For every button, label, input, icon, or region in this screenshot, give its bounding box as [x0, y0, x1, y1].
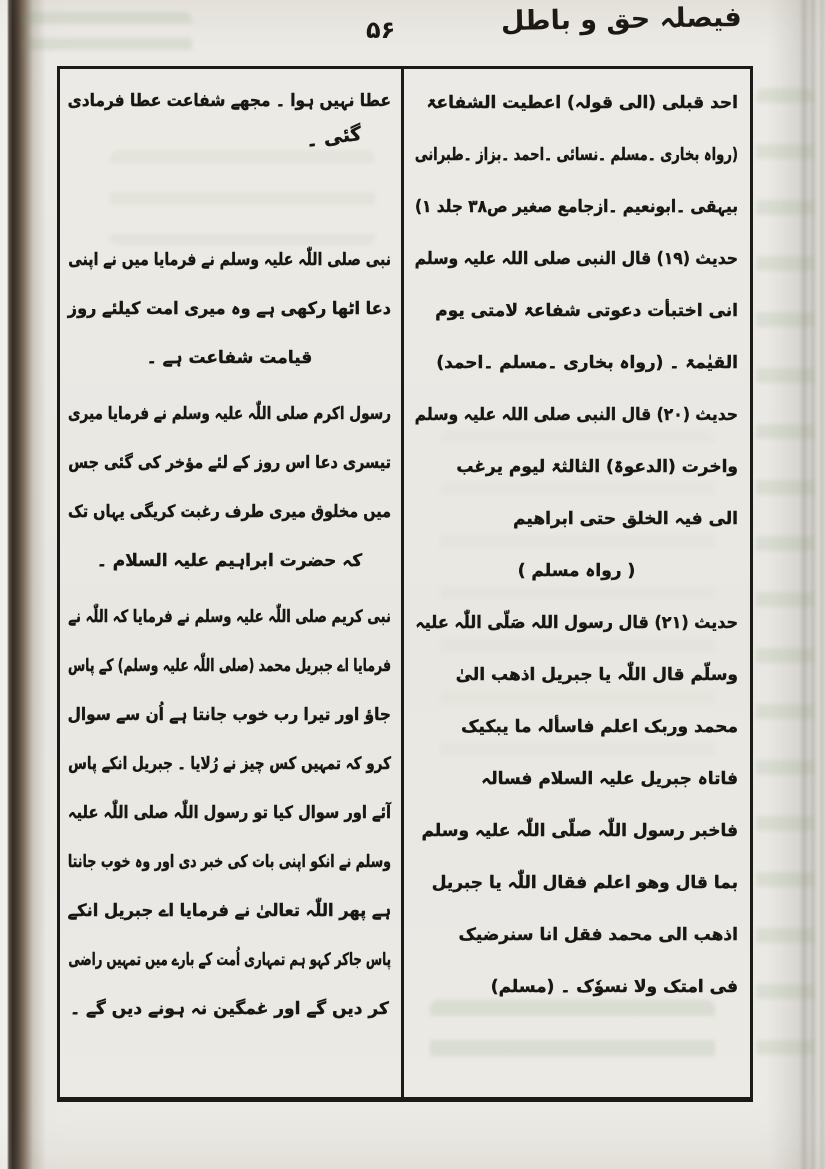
hadith-line: فی امتک ولا نسوٗک ۔ (مسلم): [490, 977, 738, 997]
translation-line: فرمایا اے جبریل محمد (صلی اللّٰہ علیہ وسلم) کے پاس: [67, 656, 392, 676]
translation-line: میں مخلوق میری طرف رغبت کریگی یہاں تک: [67, 502, 391, 522]
urdu-translation-column: [60, 69, 401, 1038]
hadith-line: واخرت (الدعوۃ) الثالثۃ لیوم یرغب: [456, 457, 738, 477]
translation-line: نبی صلی اللّٰہ علیہ وسلم نے فرمایا میں نے اپنی: [68, 250, 391, 270]
hadith-line: حدیث (۲۱) قال رسول اللہ صَلّی اللّٰہ علیہ: [415, 613, 738, 633]
page-number: ۵۶: [366, 16, 396, 44]
translation-line: گئی ۔: [304, 122, 363, 152]
text-frame: [57, 66, 753, 1102]
translation-line: کہ حضرت ابراہیم علیہ السلام ۔: [96, 551, 363, 571]
translation-line: عطا نہیں ہوا ۔ مجھے شفاعت عطا فرمادی: [67, 91, 391, 111]
hadith-line: احد قبلی (الی قولہ) اعطیت الشفاعۃ: [426, 93, 738, 113]
hadith-line: فاتاہ جبریل علیہ السلام فسالہ: [481, 769, 738, 789]
translation-line: دعا اٹھا رکھی ہے وہ میری امت کیلئے روز: [67, 299, 391, 319]
translation-line: کر دیں گے اور غمگین نہ ہونے دیں گے ۔: [70, 999, 389, 1019]
translation-line: تیسری دعا اس روز کے لئے مؤخر کی گئی جس: [68, 453, 392, 473]
hadith-line: فاخبر رسول اللّٰہ صلّی اللّٰہ علیہ وسلم: [421, 821, 738, 841]
translation-line: جاؤ اور تیرا رب خوب جانتا ہے اُن سے سوال: [67, 705, 391, 725]
page-edge-shadow: [768, 0, 826, 1169]
translation-line: نبی کریم صلی اللّٰہ علیہ وسلم نے فرمایا کہ اللّٰہ نے: [68, 607, 392, 627]
column-divider: [401, 69, 404, 1097]
hadith-line: بما قال وھو اعلم فقال اللّٰہ یا جبریل: [431, 873, 738, 893]
book-gutter-shadow: [0, 0, 46, 1169]
bleed-through-text: [22, 12, 192, 58]
translation-line: پاس جاکر کہو ہم تمہاری اُمت کے بارے میں تمہیں راضی: [68, 950, 391, 970]
translation-line: آئے اور سوال کیا تو رسول اللّٰہ صلی اللّٰہ علیہ: [68, 803, 392, 823]
translation-line: رسول اکرم صلی اللّٰہ علیہ وسلم نے فرمایا میری: [67, 404, 391, 424]
hadith-line: اذھب الی محمد فقل انا سنرضیک: [458, 925, 738, 945]
hadith-line: وسلّم قال اللّٰہ یا جبریل اذھب الیٰ: [455, 665, 738, 685]
translation-line: وسلم نے انکو اپنی بات کی خبر دی اور وہ خوب جانتا: [67, 852, 391, 872]
hadith-line: انی اختبأت دعوتی شفاعۃ لامتی یوم: [435, 301, 738, 321]
hadith-line: حدیث (۱۹) قال النبی صلی اللہ علیہ وسلم: [414, 249, 738, 269]
hadith-line: حدیث (۲۰) قال النبی صلی اللہ علیہ وسلم: [414, 405, 738, 425]
hadith-line: محمد وربک اعلم فاسألہ ما یبکیک: [461, 717, 738, 737]
hadith-attribution: ( رواہ مسلم ): [517, 561, 636, 581]
hadith-line: بیہقی ۔ابونعیم ۔ازجامع صغیر ص۳۸ جلد ۱): [414, 197, 738, 217]
hadith-line: الی فیہ الخلق حتی ابراھیم: [513, 509, 738, 529]
arabic-hadith-column: [407, 69, 750, 1019]
hadith-line: القیٰمۃ ۔ (رواہ بخاری ۔مسلم ۔احمد): [436, 353, 738, 373]
translation-line: قیامت شفاعت ہے ۔: [146, 348, 313, 368]
translation-line: کرو کہ تمہیں کس چیز نے رُلایا ۔ جبریل انکے پاس: [68, 754, 391, 774]
book-title: فیصلہ حق و باطل: [501, 1, 743, 38]
hadith-line: (رواہ بخاری ۔مسلم ۔نسائی ۔احمد ۔بزاز ۔طبرانی: [414, 145, 738, 165]
translation-line: ہے پھر اللّٰہ تعالیٰ نے فرمایا اے جبریل انکے: [67, 901, 391, 921]
